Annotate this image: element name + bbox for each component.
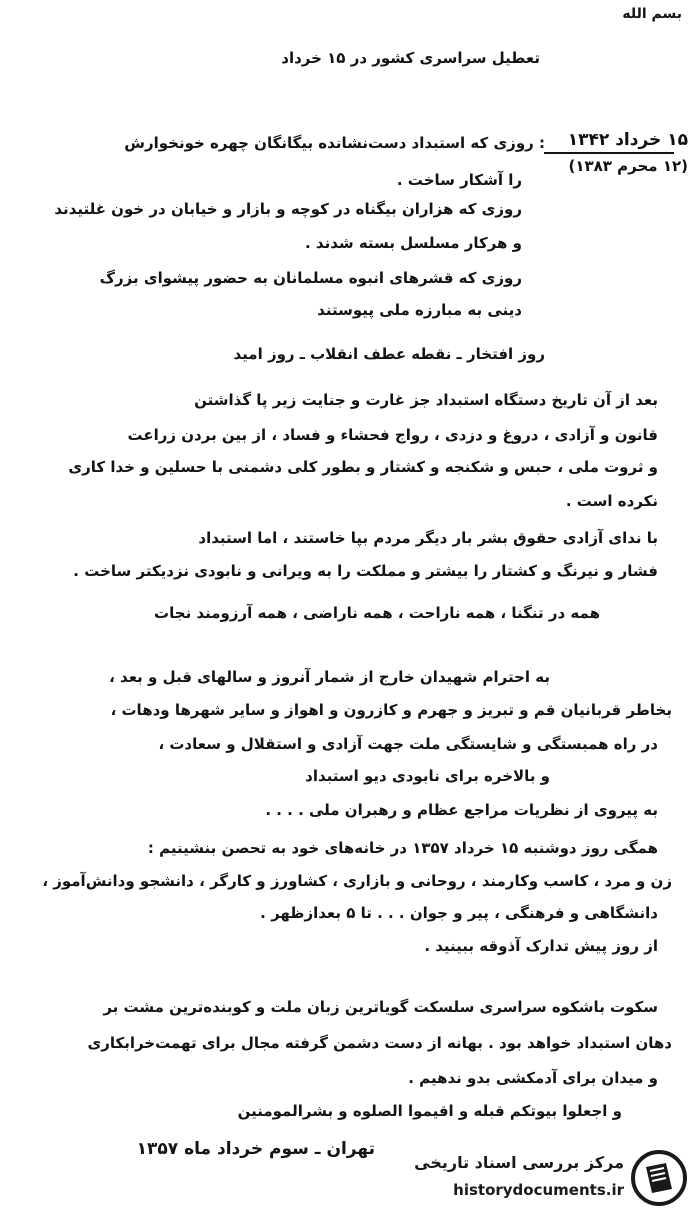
call-line: از روز پیش تدارک آذوقه ببینید . — [424, 937, 658, 955]
intro-line: روزی که قشرهای انبوه مسلمانان به حضور پیشوای بزرگ — [99, 269, 522, 287]
call-line: زن و مرد ، کاسب وکارمند ، روحانی و بازاری ، کشاورز و کارگر ، دانشجو ودانش‌آموز ، — [42, 872, 672, 890]
paragraph-1-line: و ثروت ملی ، حبس و شکنجه و کشتار و بطور کلی دشمنی با حسلین و خدا کاری — [68, 458, 658, 476]
date-line-2: (۱۲ محرم ۱۳۸۳) — [568, 157, 688, 175]
signature-line: تهران ـ سوم خرداد ماه ۱۳۵۷ — [136, 1139, 375, 1159]
watermark-text-en: historydocuments.ir — [453, 1181, 624, 1199]
reason-line: به پیروی از نظریات مراجع عظام و رهبران ملی . . . . — [265, 801, 658, 819]
paragraph-1-line: بعد از آن تاریخ دستگاه استبداد جز غارت و جنایت زیر پا گذاشتن — [194, 391, 658, 409]
quran-verse: و اجعلوا بیوتکم قبله و اقیموا الصلوه و بشرالمومنین — [237, 1102, 622, 1120]
intro-line: و هرکار مسلسل بسته شدند . — [304, 234, 522, 252]
document-scroll-icon — [630, 1149, 688, 1207]
intro-line: دینی به مبارزه ملی پیوستند — [317, 301, 522, 319]
basmala: بسم الله — [622, 6, 682, 22]
date-line-1: ۱۵ خرداد ۱۳۴۲ — [567, 130, 688, 150]
intro-line: را آشکار ساخت . — [396, 171, 522, 189]
closing-line: دهان استبداد خواهد بود . بهانه از دست دشمن گرفته مجال برای تهمت‌خرابکاری — [87, 1034, 672, 1052]
subtitle: روز افتخار ـ نقطه عطف انقلاب ـ روز امید — [233, 345, 545, 363]
document-title: تعطیل سراسری کشور در ۱۵ خرداد — [281, 49, 540, 67]
history-documents-watermark — [392, 1147, 692, 1209]
closing-line: و میدان برای آدمکشی بدو ندهیم . — [408, 1069, 658, 1087]
paragraph-1-line: نکرده است . — [565, 492, 658, 510]
reason-line: به احترام شهیدان خارج از شمار آنروز و سالهای قبل و بعد ، — [109, 668, 550, 686]
paragraph-1-line: قانون و آزادی ، دروغ و دزدی ، رواج فحشاء و فساد ، از بین بردن زراعت — [127, 426, 658, 444]
date-underline — [544, 152, 674, 154]
reason-line: در راه همبستگی و شایستگی ملت جهت آزادی و استقلال و سعادت ، — [158, 735, 658, 753]
call-line: همگی روز دوشنبه ۱۵ خرداد ۱۳۵۷ در خانه‌های خود به تحصن بنشینیم : — [147, 839, 658, 857]
reason-line: و بالاخره برای نابودی دیو استبداد — [305, 767, 550, 785]
intro-line: : روزی که استبداد دست‌نشانده بیگانگان چهره خونخوارش — [124, 134, 545, 152]
slogan: همه در تنگنا ، همه ناراحت ، همه ناراضی ، همه آرزومند نجات — [154, 604, 600, 622]
call-line: دانشگاهی و فرهنگی ، پیر و جوان . . . تا ۵ بعدازظهر . — [260, 904, 658, 922]
watermark-text-fa: مرکز بررسی اسناد تاریخی — [414, 1153, 624, 1172]
intro-line: روزی که هزاران بیگناه در کوچه و بازار و خیابان در خون غلتیدند — [54, 200, 522, 218]
reason-line: بخاطر قربانیان قم و تبریز و جهرم و کازرون و اهواز و سایر شهرها ودهات ، — [110, 701, 672, 719]
paragraph-2-line: فشار و نیرنگ و کشتار را بیشتر و مملکت را به ویرانی و نابودی نزدیکتر ساخت . — [73, 562, 658, 580]
closing-line: سکوت باشکوه سراسری سلسکت گویاترین زبان ملت و کوبنده‌ترین مشت بر — [103, 998, 658, 1016]
paragraph-2-line: با ندای آزادی حقوق بشر بار دیگر مردم بپا خاستند ، اما استبداد — [198, 529, 658, 547]
